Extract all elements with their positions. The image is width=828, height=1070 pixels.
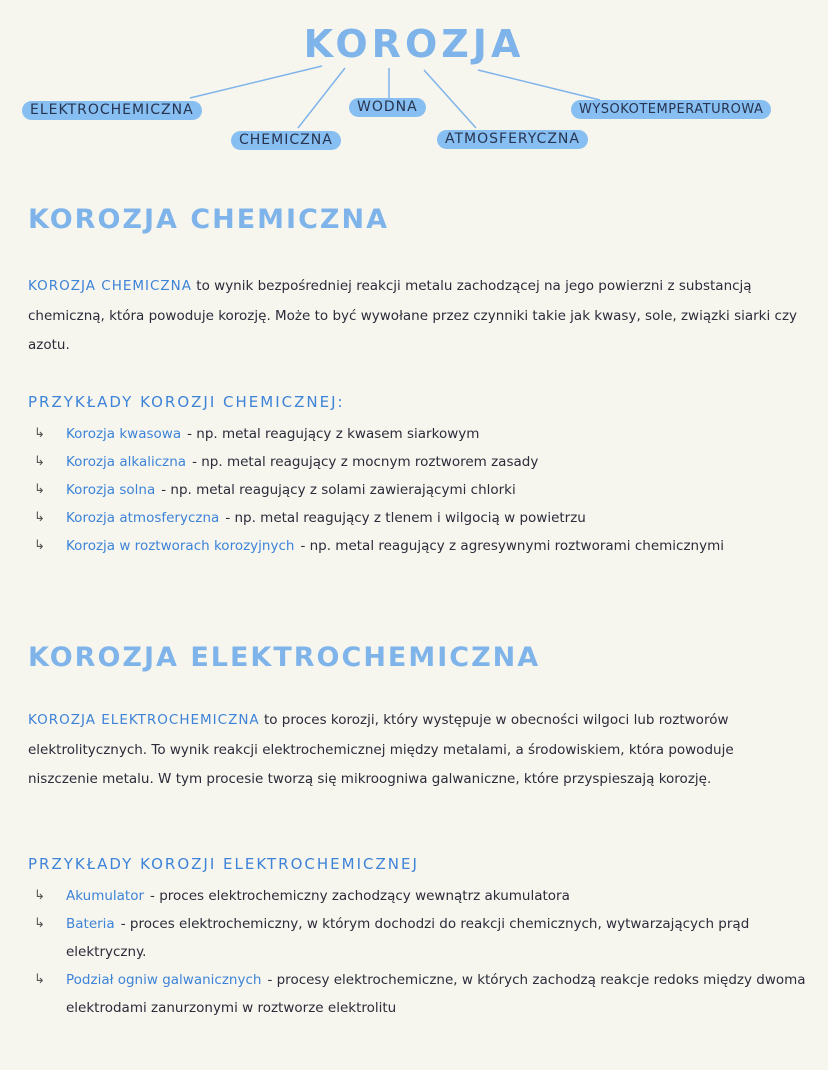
example-text: - np. metal reagujący z agresywnymi roztworami chemicznymi xyxy=(300,538,724,554)
arrow-return-icon: ↳ xyxy=(34,916,45,931)
branch-atmosferyczna: ATMOSFERYCZNA xyxy=(437,130,588,149)
example-term: Akumulator xyxy=(66,888,145,904)
arrow-return-icon: ↳ xyxy=(34,482,45,497)
branch-wodna: WODNA xyxy=(349,98,426,117)
section-intro-chemiczna xyxy=(28,272,803,361)
example-text: - procesy elektrochemiczne, w których zachodzą reakcje redoks między dwoma elektrodami zanurzonymi w roztworze elektrolitu xyxy=(66,972,806,1016)
branch-elektrochemiczna: ELEKTROCHEMICZNA xyxy=(22,101,202,120)
example-term: Korozja alkaliczna xyxy=(66,454,187,470)
arrow-return-icon: ↳ xyxy=(34,538,45,553)
section-heading-elektrochemiczna: KOROZJA ELEKTROCHEMICZNA xyxy=(28,642,541,673)
arrow-return-icon: ↳ xyxy=(34,972,45,987)
example-text: - proces elektrochemiczny zachodzący wewnątrz akumulatora xyxy=(150,888,570,904)
list-item xyxy=(34,420,814,448)
example-text: - np. metal reagujący z tlenem i wilgocią w powietrzu xyxy=(225,510,586,526)
examples-heading-chemiczna: PRZYKŁADY KOROZJI CHEMICZNEJ: xyxy=(28,393,345,411)
arrow-return-icon: ↳ xyxy=(34,888,45,903)
list-item xyxy=(34,910,814,966)
arrow-return-icon: ↳ xyxy=(34,426,45,441)
connector-atmosferyczna xyxy=(424,70,476,128)
section-heading-chemiczna: KOROZJA CHEMICZNA xyxy=(28,204,389,235)
branch-chemiczna: CHEMICZNA xyxy=(231,131,341,150)
list-item xyxy=(34,882,814,910)
examples-heading-elektrochemiczna: PRZYKŁADY KOROZJI ELEKTROCHEMICZNEJ xyxy=(28,855,419,873)
intro-term: KOROZJA CHEMICZNA xyxy=(28,278,193,294)
connector-chemiczna xyxy=(298,68,345,128)
example-text: - np. metal reagujący z solami zawierającymi chlorki xyxy=(161,482,516,498)
examples-list-chemiczna xyxy=(34,420,814,560)
intro-text: to wynik bezpośredniej reakcji metalu zachodzącej na jego powierzni z substancją chemiczną, która powoduje korozję. Może to być wywołane przez czynniki takie jak kwasy, sole, związki siarki czy azotu. xyxy=(28,278,798,353)
intro-text: to proces korozji, który występuje w obecności wilgoci lub roztworów elektrolitycznych. To wynik reakcji elektrochemicznej między metalami, a środowiskiem, która powoduje niszczenie metalu. W tym procesie tworzą się mikroogniwa galwaniczne, które przyspieszają korozję. xyxy=(28,712,734,787)
example-term: Podział ogniw galwanicznych xyxy=(66,972,262,988)
example-term: Korozja atmosferyczna xyxy=(66,510,220,526)
example-text: - np. metal reagujący z mocnym roztworem zasady xyxy=(192,454,539,470)
example-term: Korozja kwasowa xyxy=(66,426,182,442)
connector-elektrochemiczna xyxy=(190,66,322,98)
connector-wysokotemperaturowa xyxy=(478,70,600,100)
example-term: Korozja w roztworach korozyjnych xyxy=(66,538,295,554)
section-intro-elektrochemiczna xyxy=(28,706,803,795)
intro-term: KOROZJA ELEKTROCHEMICZNA xyxy=(28,712,260,728)
arrow-return-icon: ↳ xyxy=(34,510,45,525)
list-item xyxy=(34,532,814,560)
example-text: - proces elektrochemiczny, w którym dochodzi do reakcji chemicznych, wytwarzających prąd elektryczny. xyxy=(66,916,750,960)
branch-wysokotemperaturowa: WYSOKOTEMPERATUROWA xyxy=(571,100,771,119)
example-term: Korozja solna xyxy=(66,482,156,498)
examples-list-elektrochemiczna xyxy=(34,882,814,1022)
mindmap-title: KOROZJA xyxy=(303,22,525,66)
list-item xyxy=(34,966,814,1022)
arrow-return-icon: ↳ xyxy=(34,454,45,469)
example-term: Bateria xyxy=(66,916,115,932)
list-item xyxy=(34,448,814,476)
example-text: - np. metal reagujący z kwasem siarkowym xyxy=(187,426,480,442)
list-item xyxy=(34,504,814,532)
list-item xyxy=(34,476,814,504)
